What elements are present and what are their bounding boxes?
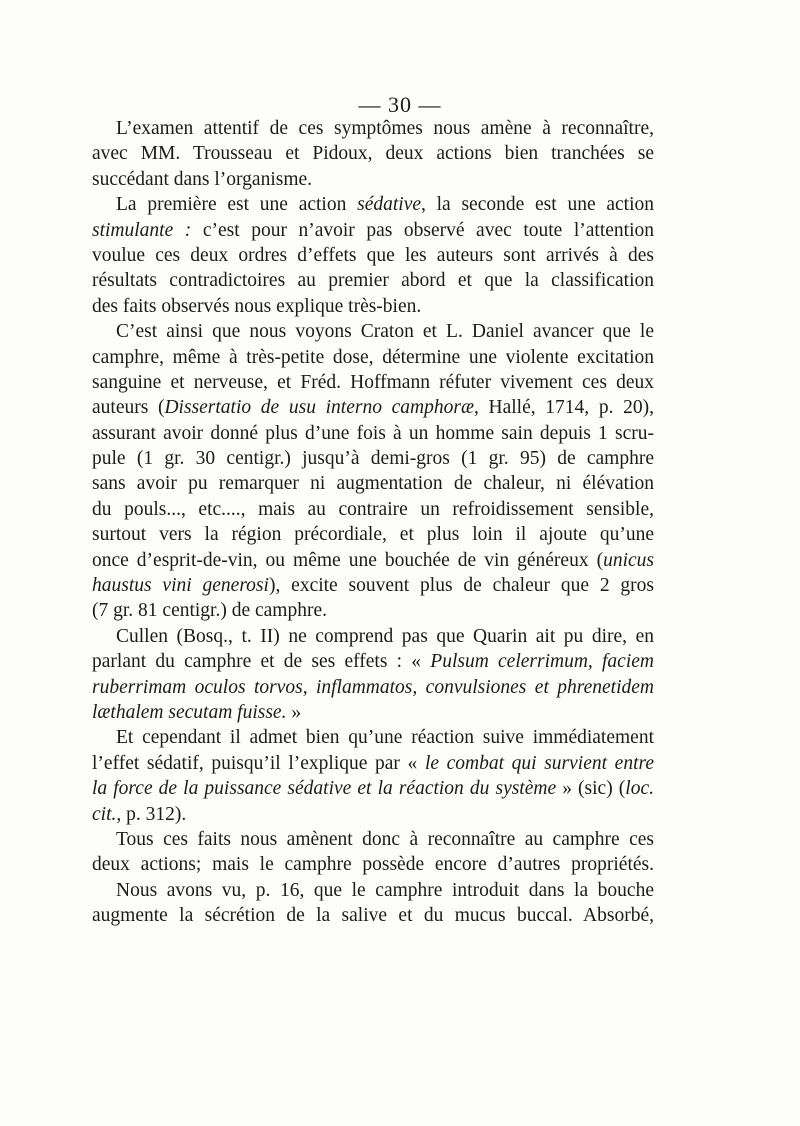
text-line (92, 421, 654, 446)
text-run: Tous ces faits nous amènent donc à reconnaître au camphre ces (116, 828, 654, 850)
text-run: l’effet sédatif, puisqu’il l’explique par « (92, 752, 425, 774)
text-run: c’est pour n’avoir pas observé avec toute l’attention (191, 219, 654, 241)
text-line (92, 598, 654, 623)
text-run: auteurs ( (92, 397, 165, 419)
text-run: L’examen attentif de ces symptômes nous amène à reconnaître, (116, 118, 654, 139)
text-line (92, 116, 654, 141)
text-line (92, 548, 654, 573)
text-run: Cullen (Bosq., t. II) ne comprend pas que Quarin ait pu dire, en (116, 625, 654, 647)
text-line (92, 776, 654, 801)
text-line (92, 522, 654, 547)
italic-run: cit. (92, 803, 117, 825)
text-run: C’est ainsi que nous voyons Craton et L. Daniel avancer que le (116, 321, 654, 343)
text-line (92, 624, 654, 649)
text-run: sanguine et nerveuse, et Fréd. Hoffmann réfuter vivement ces deux (92, 371, 654, 393)
text-line (92, 649, 654, 674)
text-line (92, 802, 654, 827)
text-line (92, 395, 654, 420)
text-run: once d’esprit-de-vin, ou même une bouchée de vin généreux ( (92, 549, 604, 571)
text-run: (7 gr. 81 centigr.) de camphre. (92, 600, 327, 622)
page-number: — 30 — (358, 92, 442, 117)
text-line (92, 268, 654, 293)
text-line (92, 345, 654, 370)
text-line (92, 675, 654, 700)
text-line (92, 725, 654, 750)
text-line (92, 243, 654, 268)
text-line (92, 751, 654, 776)
text-line (92, 903, 654, 928)
text-run: camphre, même à très-petite dose, détermine une violente excitation (92, 346, 654, 368)
text-line (92, 167, 654, 192)
text-line (92, 497, 654, 522)
text-run: assurant avoir donné plus d’une fois à un homme sain depuis 1 scru- (92, 422, 654, 444)
text-run: parlant du camphre et de ses effets : « (92, 651, 431, 673)
text-run: augmente la sécrétion de la salive et du mucus buccal. Absorbé, (92, 905, 654, 927)
text-run: résultats contradictoires au premier abord et que la classification (92, 270, 654, 292)
text-run: deux actions; mais le camphre possède encore d’autres propriétés. (92, 854, 654, 876)
text-line (92, 827, 654, 852)
text-line (92, 700, 654, 725)
text-line (92, 446, 654, 471)
text-run: surtout vers la région précordiale, et plus loin il ajoute qu’une (92, 524, 654, 546)
italic-run: Dissertatio de usu interno camphoræ (164, 397, 474, 419)
italic-run: la force de la puissance sédative et la réaction du système (92, 778, 557, 800)
text-line (92, 218, 654, 243)
text-run: sans avoir pu remarquer ni augmentation de chaleur, ni élévation (92, 473, 654, 495)
text-run: succédant dans l’organisme. (92, 168, 313, 190)
text-line (92, 319, 654, 344)
italic-run: læthalem secutam fuisse. (92, 701, 287, 723)
text-run: voulue ces deux ordres d’effets que les auteurs sont arrivés à des (92, 244, 654, 266)
text-run: des faits observés nous explique très-bien. (92, 295, 422, 317)
text-run: , p. 312). (116, 803, 187, 825)
text-run: avec MM. Trousseau et Pidoux, deux actions bien tranchées se (92, 143, 654, 165)
text-run: , la seconde est une action (421, 194, 654, 216)
italic-run: stimulante : (92, 219, 192, 241)
italic-run: loc. (625, 778, 654, 800)
text-run: ), excite souvent plus de chaleur que 2 gros (268, 575, 654, 597)
body-text (92, 116, 654, 929)
text-line (92, 294, 654, 319)
text-run: pule (1 gr. 30 centigr.) jusqu’à demi-gros (1 gr. 95) de camphre (92, 448, 654, 470)
text-run: du pouls..., etc...., mais au contraire un refroidissement sensible, (92, 498, 654, 520)
italic-run: le combat qui survient entre (424, 752, 654, 774)
text-run: Nous avons vu, p. 16, que le camphre introduit dans la bouche (116, 879, 654, 901)
text-line (92, 471, 654, 496)
text-line (92, 878, 654, 903)
text-run: La première est une action (116, 194, 358, 216)
italic-run: ruberrimam oculos torvos, inflammatos, convulsiones et phrenetidem (92, 676, 654, 698)
text-run: , Hallé, 1714, p. 20), (473, 397, 654, 419)
text-line (92, 141, 654, 166)
text-run: » (286, 701, 302, 723)
text-run: » (sic) ( (556, 778, 626, 800)
italic-run: sédative (357, 194, 421, 216)
text-line (92, 852, 654, 877)
italic-run: haustus vini generosi (92, 575, 269, 597)
text-line (92, 573, 654, 598)
text-line (92, 192, 654, 217)
text-line (92, 370, 654, 395)
italic-run: unicus (603, 549, 654, 571)
text-run: Et cependant il admet bien qu’une réaction suive immédiatement (116, 727, 654, 749)
italic-run: Pulsum celerrimum, faciem (430, 651, 654, 673)
